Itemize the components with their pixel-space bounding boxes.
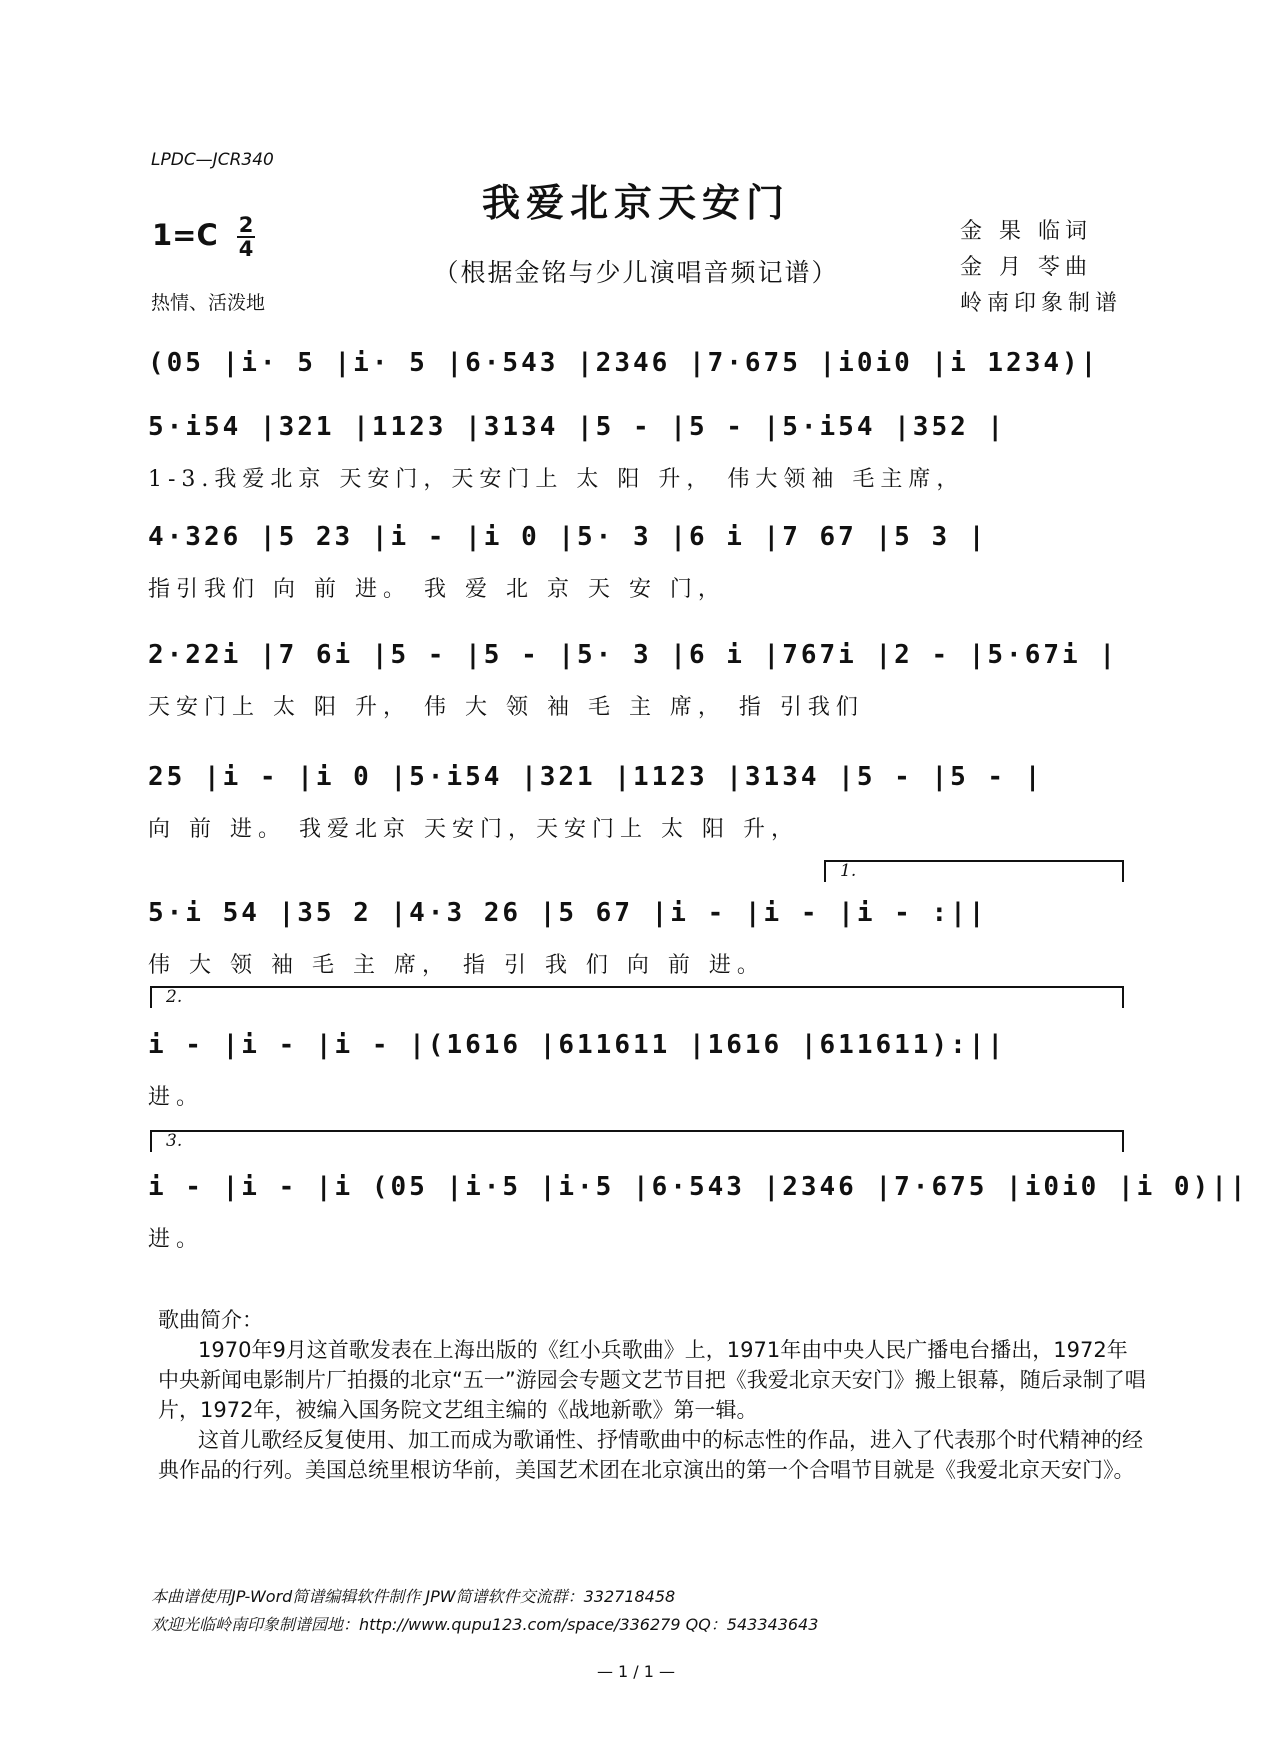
row-lyric: 指引我们 向 前 进。 我 爱 北 京 天 安 门， [148,577,726,602]
song-introduction [158,1305,1148,1485]
score-code: LPDC—JCR340 [151,150,274,170]
volta-3-bracket [150,1130,1124,1152]
subtitle: （根据金铭与少儿演唱音频记谱） [433,258,839,287]
intro-paragraph-1: 1970年9月这首歌发表在上海出版的《红小兵歌曲》上，1971年由中央人民广播电台播出，1972年中央新闻电影制片厂拍摄的北京“五一”游园会专题文艺节目把《我爱北京天安门》搬上银幕，随后录制了唱片，1972年，被编入国务院文艺组主编的《战地新歌》第一辑。 [158,1338,1146,1422]
transcriber-credit: 岭南印象制谱 [960,291,1123,316]
intro-paragraph-2: 这首儿歌经反复使用、加工而成为歌诵性、抒情歌曲中的标志性的作品，进入了代表那个时代精神的经典作品的行列。美国总统里根访华前，美国艺术团在北京演出的第一个合唱节目就是《我爱北京天安门》。 [158,1428,1143,1482]
row-notes: 5·i54 |321 |1123 |3134 |5 - |5 - |5·i54 |352 | [148,412,1007,442]
time-bottom: 4 [238,237,254,261]
song-title: 我爱北京天安门 [481,180,790,225]
volta-1-number: 1. [840,861,857,881]
time-top: 2 [238,213,254,237]
row-notes: (05 |i· 5 |i· 5 |6·543 |2346 |7·675 |i0i0 |i 1234)| [148,348,1100,378]
row-lyric: 进。 [148,1227,205,1252]
row-notes: 5·i 54 |35 2 |4·3 26 |5 67 |i - |i - |i - :|| [148,898,988,928]
row-notes: 4·326 |5 23 |i - |i 0 |5· 3 |6 i |7 67 |5 3 | [148,522,988,552]
page-number: — 1 / 1 — [596,1662,676,1681]
lyricist-credit: 金 果 临词 [960,219,1092,244]
volta-3-number: 3. [166,1131,183,1151]
volta-2-number: 2. [166,987,183,1007]
row-lyric: 天安门上 太 阳 升， 伟 大 领 袖 毛 主 席， 指 引我们 [148,695,864,720]
row-notes: 25 |i - |i 0 |5·i54 |321 |1123 |3134 |5 - |5 - | [148,762,1044,792]
row-lyric: 伟 大 领 袖 毛 主 席， 指 引 我 们 向 前 进。 [148,953,765,978]
row-notes: i - |i - |i (05 |i·5 |i·5 |6·543 |2346 |7·675 |i0i0 |i 0)|| [148,1172,1249,1202]
footer-line-1: 本曲谱使用JP-Word简谱编辑软件制作 JPW简谱软件交流群：332718458 [151,1587,676,1606]
credits [960,214,1122,322]
volta-1-bracket [824,860,1124,882]
row-lyric: 进。 [148,1085,205,1110]
row-lyric: 1-3.我爱北京 天安门，天安门上 太 阳 升， 伟大领袖 毛主席， [148,467,965,492]
row-notes: i - |i - |i - |(1616 |611611 |1616 |611611):|| [148,1030,1007,1060]
tempo-marking: 热情、活泼地 [151,292,266,314]
row-notes: 2·22i |7 6i |5 - |5 - |5· 3 |6 i |767i |2 - |5·67i | [148,640,1118,670]
footer-line-2: 欢迎光临岭南印象制谱园地：http://www.qupu123.com/space/336279 QQ：543343643 [151,1615,819,1634]
row-lyric: 向 前 进。 我爱北京 天安门，天安门上 太 阳 升， [148,817,799,842]
volta-2-bracket [150,986,1124,1008]
key-signature: 1=C [152,218,218,252]
intro-heading: 歌曲简介： [158,1308,263,1332]
composer-credit: 金 月 苓曲 [960,255,1092,280]
